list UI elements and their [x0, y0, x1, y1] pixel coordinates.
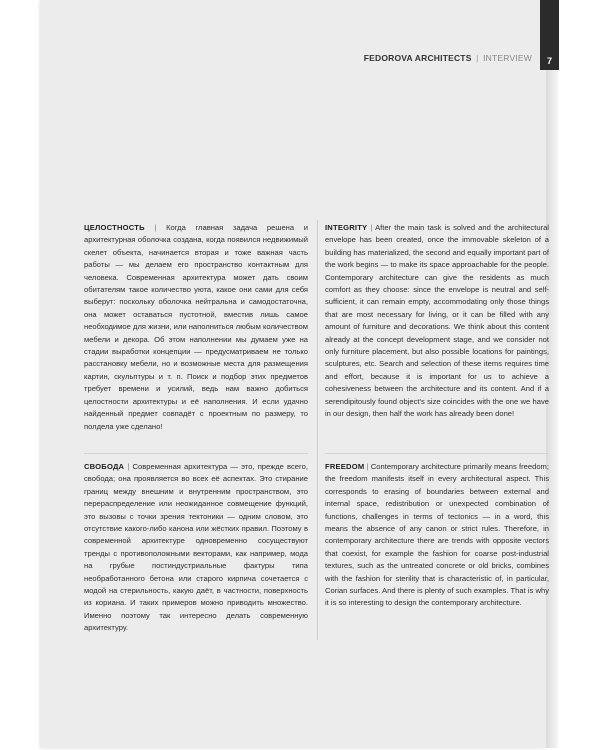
heading-separator: | [366, 462, 369, 471]
header-separator: | [476, 53, 479, 63]
heading-separator: | [370, 223, 373, 232]
section-name: INTERVIEW [483, 53, 532, 63]
paragraph-heading: FREEDOM [325, 462, 365, 471]
page-number: 7 [546, 56, 552, 66]
paragraph-text: Contemporary architecture primarily means freedom; the freedom manifests itself in every architectural aspect. This corresponds to erasing of boundaries between external and internal space, redistribution or unexpected combination of functions, challenges in terms of tectonics — in a word, this means the absence of any canon or strict rules. Therefore, in contemporary architecture there are trends with opposite vectors that coexist, for example the fashion for coarse post-industrial textures, such as the untreated concrete or old bricks, combines with the fashion for sterility that is characteristic of, in particular, Corian surfaces. And there is plenty of such examples. That is why it is so interesting to design the contemporary architecture. [325, 462, 549, 608]
english-freedom-paragraph [325, 461, 549, 610]
english-integrity-paragraph [325, 222, 549, 421]
heading-separator: | [127, 462, 130, 471]
paragraph-heading: INTEGRITY [325, 223, 368, 232]
firm-name: FEDOROVA ARCHITECTS [363, 53, 472, 63]
column-divider [317, 220, 318, 640]
paragraph-text: Когда главная задача решена и архитектурная оболочка создана, когда появился недвижимый скелет объекта, начинается вторая и тоже важная часть работы — мы делаем его пространство контактным для человека. Современная архитектура может дать своим обитателям такое количество уюта, какое они сами для себя выберут: поскольку оболочка нейтральна и самодостаточна, она может оставаться пустотной, вместив лишь самое необходимое для жизни, или наполниться любым количеством мебели и декора. Об этом наполнении мы думаем уже на стадии выработки концепции — предусматриваем не только расстановку мебели, но и возможные места для размещения картин, скульптуры и т. п. Поиск и подбор этих предметов требует времени и усилий, ведь нам важно добиться целостности архитектуры и её наполнения. И если удачно найденный предмет совпадёт с проектным по размеру, то полдела уже сделано! [84, 223, 308, 431]
heading-separator: | [154, 223, 157, 232]
paragraph-heading: ЦЕЛОСТНОСТЬ [84, 223, 145, 232]
running-header [364, 53, 532, 63]
paragraph-text: Современная архитектура — это, прежде всего, свобода; она проявляется во всех её аспектах. Это стирание границ между внешним и внутренним пространством, это перераспределение или неожиданное совмещение функций, это вызовы с точки зрения тектоники — одним словом, это отсутствие какого-либо канона или жёстких правил. Поэтому в современной архитектуре одновременно сосуществуют тренды с противоположными векторами, как например, мода на грубые постиндустриальные фактуры типа необработанного бетона или старого кирпича сочетается с модой на стерильность, какую даёт, в частности, поверхность из кориана. И таких примеров можно приводить множество. Именно поэтому так интересно делать современную архитектуру. [84, 462, 308, 633]
paragraph-heading: СВОБОДА [84, 462, 125, 471]
left-paragraph-rule [84, 453, 308, 454]
page-number-tab [540, 0, 559, 70]
russian-integrity-paragraph [84, 222, 308, 433]
paragraph-text: After the main task is solved and the architectural envelope has been created, once the immovable skeleton of a building has materialized, the second and equally important part of the work begins — to make its space approachable for the people. Contemporary architecture can give the residents as much comfort as they choose: since the envelope is neutral and self-sufficient, it can remain empty, accommodating only those things that are most necessary for living, or it can be filled with any amount of furniture and decorations. We think about this content already at the concept development stage, and we consider not only furniture placement, but also possible locations for paintings, sculptures, etc. Search and selection of these items requires time and effort, because it is important for us to achieve a cohesiveness between the architecture and its content. And if a serendipitously found object's size coincides with the one we have in our design, then half the work has already been done! [325, 223, 549, 419]
right-paragraph-rule [325, 453, 549, 454]
russian-freedom-paragraph [84, 461, 308, 635]
